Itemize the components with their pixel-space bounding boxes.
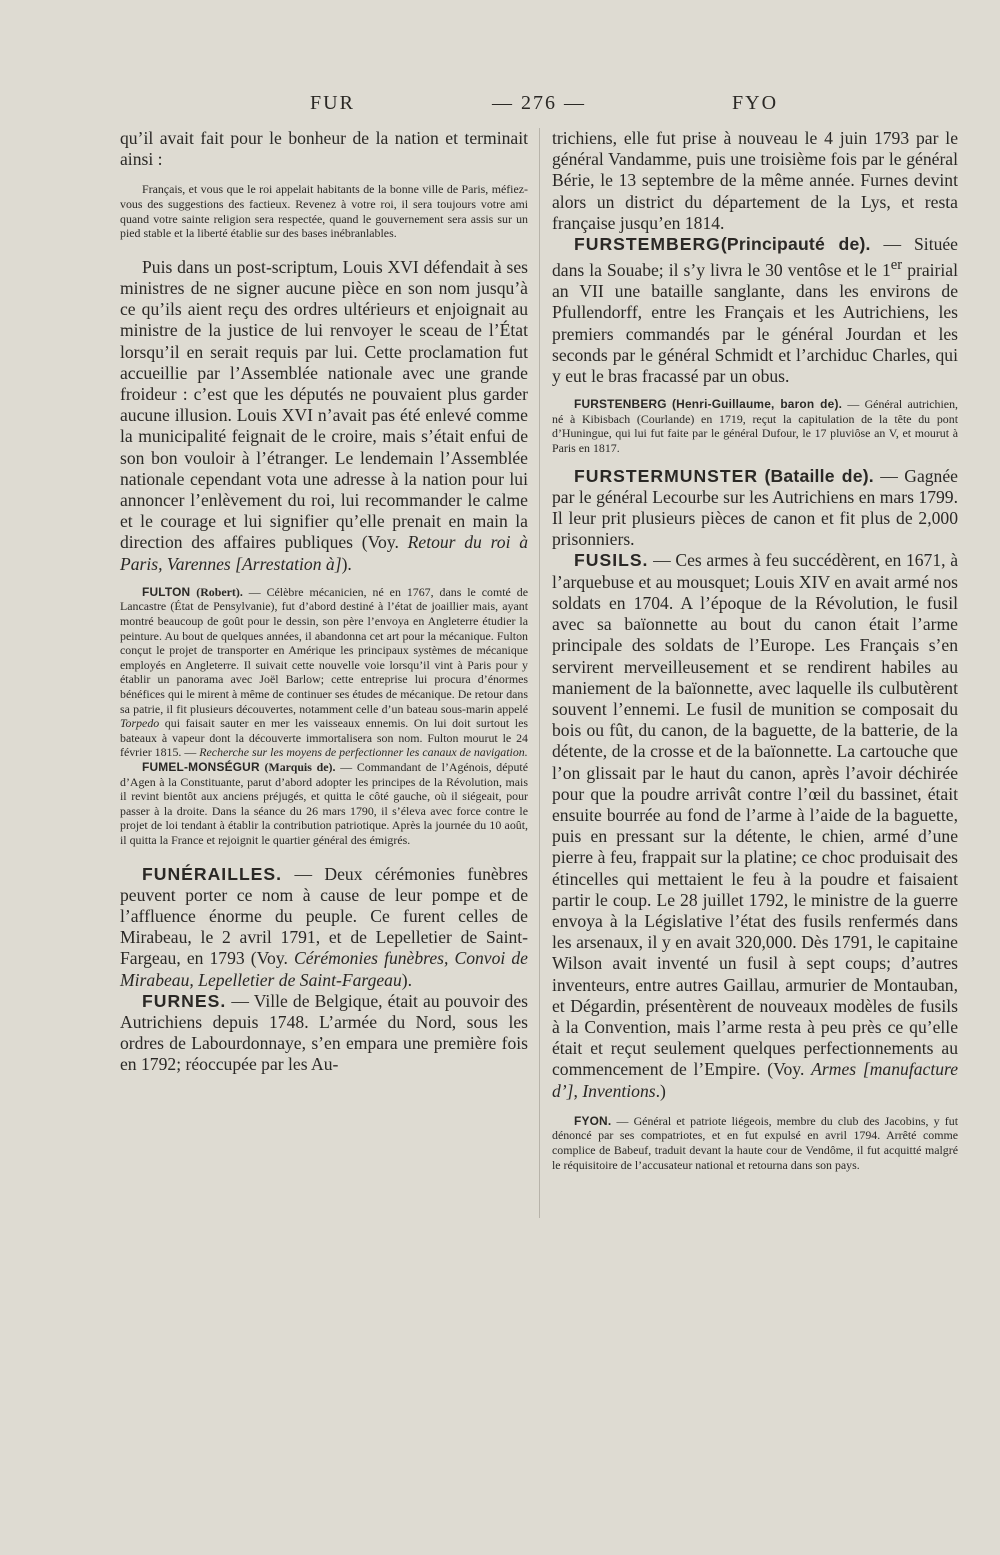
fumel-subtitle: (Marquis de). <box>264 759 336 774</box>
entry-fusils <box>552 550 958 1101</box>
funerailles-reference: Cérémonies funèbres, Convoi de Mirabeau, Lepelletier de Saint-Fargeau <box>120 948 528 990</box>
left-column <box>120 128 528 1076</box>
fyon-text: — Général et patriote liégeois, membre du club des Jacobins, y fut dénoncé par ses compatriotes, et en fut expulsé en avril 1794. Arrêté comme complice de Babeuf, traduit devant la haute cour de Vendôme, il fut acquitté malgré le réquisitoire de l’accusateur national et retourna dans son pays. <box>552 1113 958 1172</box>
furstemberg-sup: er <box>890 257 903 274</box>
fusils-separator: , <box>573 1080 583 1101</box>
header-right-word: FYO <box>732 92 779 114</box>
fulton-reference: Recherche sur les moyens de perfectionner les canaux de navigation. <box>199 745 528 760</box>
funerailles-headword: FUNÉRAILLES. <box>142 863 283 884</box>
fulton-torpedo: Torpedo <box>120 716 160 731</box>
entry-fyon <box>552 1114 958 1172</box>
furstenberg-text: — Général autrichien, né à Kibisbach (Courlande) en 1719, reçut la capitulation de la tête du pont d’Huningue, qui lui fut faite par le général Dufour, le 17 pluviôse an V, et mourut à Paris en 1817. <box>552 397 959 456</box>
fulton-text-2: qui faisait sauter en mer les vaisseaux ennemis. On lui doit surtout les bateaux à vapeur dont la découverte immortalisera son nom. Fulton mourut le 24 février 1815. — <box>120 716 528 760</box>
fusils-end: .) <box>655 1080 666 1101</box>
furstermunster-subtitle: (Bataille de). <box>764 465 874 486</box>
funerailles-text: — Deux cérémonies funèbres peuvent porter ce nom à cause de leur pompe et de l’affluence énorme du peuple. Ce furent celles de Mirabeau, le 2 avril 1791, et de Lepelletier de Saint-Fargeau, en 1793 (Voy. <box>120 863 528 969</box>
furnes-headword: FURNES. <box>142 990 227 1011</box>
post-scriptum-end: ). <box>341 553 352 574</box>
column-separator <box>539 128 540 1218</box>
fumel-headword: FUMEL-MONSÉGUR <box>142 759 260 774</box>
entry-fulton <box>120 585 528 760</box>
furstenberg-subtitle: (Henri-Guillaume, baron de). <box>672 397 843 412</box>
fulton-headword: FULTON <box>142 584 191 599</box>
entry-funerailles <box>120 864 528 991</box>
funerailles-end: ). <box>401 969 413 990</box>
entry-furstermunster <box>552 466 958 551</box>
page-number: — 276 — <box>492 92 586 114</box>
furstemberg-text-2: prairial an VII une bataille sanglante, dans les environs de Pfullendorff, entre les Français et les Autrichiens, les premiers commandés par le général Jourdan et les seconds par le général Schmidt et l’archiduc Charles, qui y eut le bras fracassé par un obus. <box>552 260 958 387</box>
header-left-word: FUR <box>310 92 355 114</box>
furstemberg-text-1: — Située dans la Souabe; il s’y livra le 30 ventôse et le 1 <box>552 234 958 281</box>
entry-furstenberg <box>552 397 958 455</box>
furstermunster-text: — Gagnée par le général Lecourbe sur les Autrichiens en mars 1799. Il leur prit plusieurs pièces de canon et fit plus de 2,000 prisonniers. <box>552 465 958 550</box>
furnes-text: — Ville de Belgique, était au pouvoir des Autrichiens depuis 1748. L’armée du Nord, sous les ordres de Labourdonnaye, s’en empara une première fois en 1792; réoccupée par les Au- <box>120 990 528 1075</box>
fusils-text: — Ces armes à feu succédèrent, en 1671, à l’arquebuse et au mousquet; Louis XIV en avait armé nos soldats en 1704. A l’époque de la Révolution, le fusil avec sa baïonnette au bout du canon était l’arme principale des soldats de l’Europe. Les Français s’en servirent merveilleusement et se rendirent habiles au maniement de la baïonnette, avec laquelle ils culbutèrent souvent l’ennemi. Le fusil de munition se composait du bois ou fût, du canon, de la baguette, de la batterie, de la détente, de la crosse et de la baïonnette. La cartouche que l’on glissait par le haut du canon, après l’avoir déchirée pour que la poudre arrivât contre l’œil du bassinet, était ensuite bourrée au fond de l’arme à l’aide de la baguette, puis en pressant sur la détente, le chien, armé d’une pierre à feu, frappait sur la platine; ce choc produisait des étincelles qui mettaient le feu à la poudre et faisaient partir le coup. Le 28 juillet 1792, le ministre de la guerre envoya à la Législative l’état des fusils renfermés dans les arsenaux, il y en avait 320,000. Dès 1791, le capitaine Wilson avait inventé un fusil à sept coups; d’autres inventeurs, entre autres Gaillau, armurier de Montauban, et Dégardin, présentèrent de nouveaux modèles de fusils à la Convention, mais l’arme resta à peu près ce qu’elle était et reçut seulement quelques perfectionnements au commencement de l’Empire. (Voy. <box>552 550 958 1080</box>
fusils-reference-2: Inventions <box>582 1080 656 1101</box>
proclamation-quote: Français, et vous que le roi appelait habitants de la bonne ville de Paris, méfiez-vous des suggestions des factieux. Revenez à votre roi, il sera toujours votre ami quand votre sainte religion sera respectée, quand le gouvernement sera assis sur un pied stable et la liberté établie sur des bases inébranlables. <box>120 182 528 241</box>
right-column <box>552 128 958 1172</box>
furstemberg-headword: FURSTEMBERG <box>574 234 721 255</box>
fusils-reference-1: Armes [manufacture d’] <box>552 1059 959 1101</box>
fyon-headword: FYON. <box>574 1113 612 1128</box>
fulton-subtitle: (Robert). <box>196 584 243 599</box>
intro-paragraph: qu’il avait fait pour le bonheur de la nation et terminait ainsi : <box>120 128 528 170</box>
entry-furstemberg <box>552 234 958 387</box>
furnes-continuation: trichiens, elle fut prise à nouveau le 4 juin 1793 par le général Vandamme, puis une troisième fois par le général Bérie, le 13 septembre de la même année. Furnes devint alors un district du département de la Lys, et resta française jusqu’en 1814. <box>552 128 958 233</box>
entry-fumel <box>120 760 528 848</box>
fulton-text: — Célèbre mécanicien, né en 1767, dans le comté de Lancastre (État de Pensylvanie), fut d’abord destiné à l’état de joaillier mais, ayant montré beaucoup de goût pour le dessin, son père l’envoya en Angleterre étudier la peinture. Au bout de quelques années, il abandonna cet art pour la mécanique. Fulton conçut le projet de transporter en Amérique les principaux systèmes de mécanique employés en Angleterre. Il suivait cette nouvelle voie lorsqu’il vint à Paris pour y établir un panorama avec Joël Barlow; cette entreprise lui procura d’énormes bénéfices qui le mirent à même de continuer ses études de mécanique. De retour dans sa patrie, il fit plusieurs découvertes, notamment celle d’un bateau sous-marin appelé <box>120 584 528 716</box>
furstemberg-subtitle: (Principauté de). <box>720 234 871 255</box>
post-scriptum-text: Puis dans un post-scriptum, Louis XVI défendait à ses ministres de ne signer aucune pièce en son nom jusqu’à ce qu’ils aient reçu des ordres ultérieurs et enjoignait au ministre de la justice de lui renvoyer le sceau de l’État lorsqu’il en serait requis par lui. Cette proclamation fut accueillie par l’Assemblée nationale avec une grande froideur : c’est que les députés ne pouvaient plus garder aucune illusion. Louis XVI n’avait pas été enlevé comme la municipalité feignait de le croire, mais s’était enfui de son bon vouloir à l’étranger. Le lendemain l’Assemblée nationale cependant vota une adresse à la nation pour lui annoncer l’enlèvement du roi, lui recommander le calme et le courage et lui signifier qu’elle prenait en main la direction des affaires publiques (Voy. <box>120 256 528 553</box>
fumel-text: — Commandant de l’Agénois, député d’Agen à la Constituante, parut d’abord adopter les principes de la Révolution, mais il revint bientôt aux anciens préjugés, et quitta le côté gauche, où il siégeait, pour passer à la droite. Dans la séance du 26 mars 1790, il s’éleva avec force contre le projet de loi tendant à établir la contribution patriotique. Après la journée du 10 août, il quitta la France et rejoignit le quartier général des émigrés. <box>120 759 528 847</box>
post-scriptum-paragraph <box>120 257 528 575</box>
post-scriptum-reference: Retour du roi à Paris, Varennes [Arrestation à] <box>120 532 528 574</box>
fusils-headword: FUSILS. <box>574 550 649 571</box>
furstermunster-headword: FURSTERMUNSTER <box>574 465 759 486</box>
furstenberg-headword: FURSTENBERG <box>574 397 667 412</box>
entry-furnes <box>120 991 528 1076</box>
